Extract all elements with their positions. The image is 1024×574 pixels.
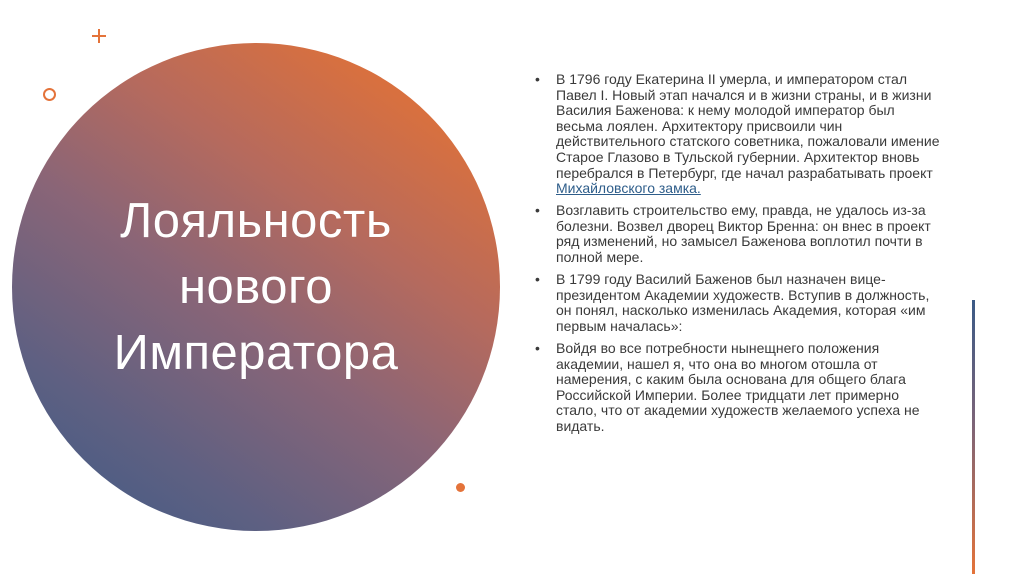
plus-icon [92,29,106,43]
title-line-2: нового [178,260,334,314]
bullet-text-3: В 1799 году Василий Баженов был назначен вице-президентом Академии художеств. Вступив в должность, он понял, насколько изменилась Академия, которая «им первым началась»: [556,271,930,334]
bullet-text-4: Войдя во все потребности нынещнего положения академии, нашел я, что она во многом отошла от намерения, с каким была основана для общего блага Российской Империи. Более тридцати лет примерно стало, что от академии художеств желаемого успеха не видать. [556,340,920,434]
content-panel [532,72,942,441]
mikhailovsky-castle-link[interactable]: Михайловского замка. [556,180,701,197]
bullet-list [532,72,942,435]
title-line-3: Императора [113,326,399,380]
bullet-marker: • [535,340,540,356]
bullet-item-4 [532,341,942,435]
title-line-1: Лояльность [120,194,392,248]
slide-title [104,188,409,386]
dot-icon [456,483,465,492]
bullet-text-1: В 1796 году Екатерина II умерла, и императором стал Павел I. Новый этап начался и в жизни страны, и в жизни Василия Баженова: к нему молодой император был весьма лоялен. Архитектору присвоили чин действительного статского советника, пожаловали имение Старое Глазово в Тульской губернии. Архитектор вновь перебрался в Петербург, где начал разрабатывать проект [556,71,940,181]
title-circle [12,43,500,531]
accent-line [972,300,975,574]
bullet-text-2: Возглавить строительство ему, правда, не удалось из-за болезни. Возвел дворец Виктор Бренна: он внес в проект ряд изменений, но замысел Баженова воплотил почти в полной мере. [556,202,931,266]
bullet-marker: • [535,202,540,219]
bullet-item-2 [532,203,942,265]
bullet-marker: • [535,271,540,288]
ring-icon [43,88,56,101]
bullet-item-1 [532,72,942,197]
bullet-item-3 [532,272,942,334]
bullet-marker: • [535,71,540,87]
